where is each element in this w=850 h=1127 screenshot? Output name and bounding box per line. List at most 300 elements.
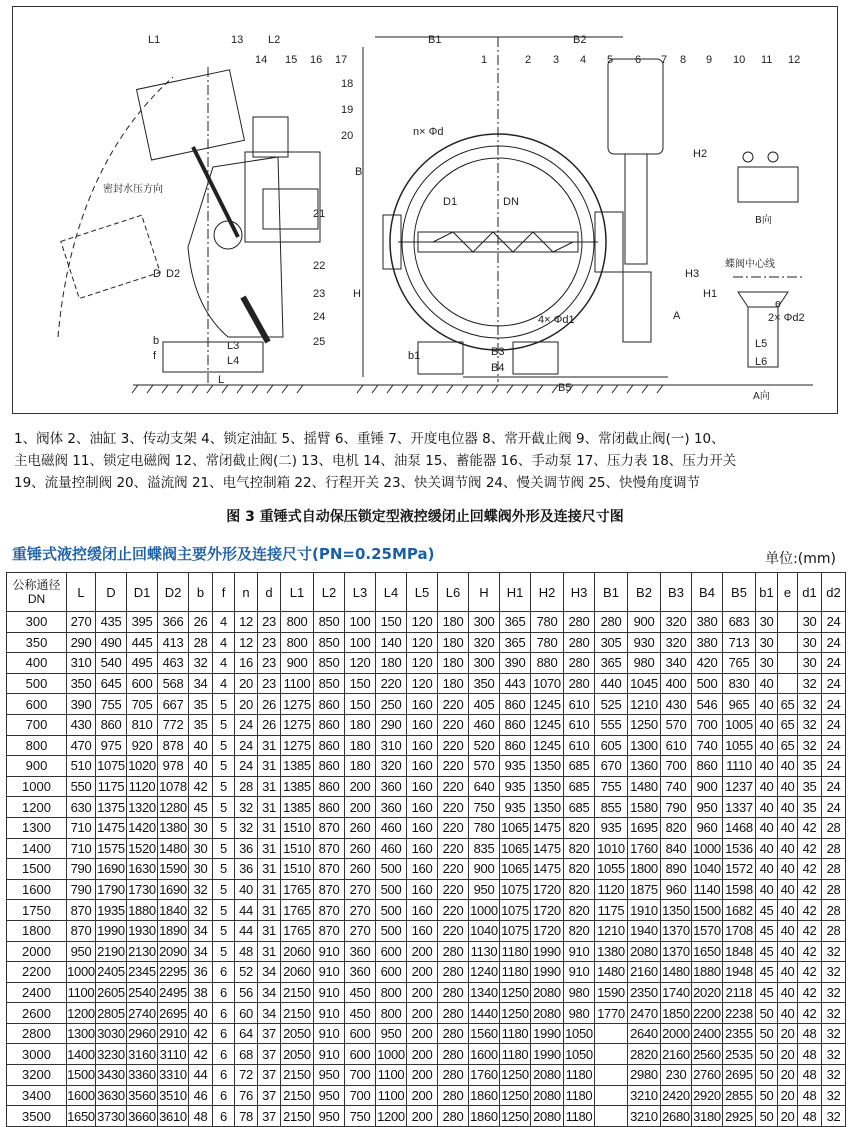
table-cell: 36 xyxy=(235,859,258,880)
table-cell: 1730 xyxy=(127,879,158,900)
table-cell: 5 xyxy=(213,920,235,941)
table-cell: 1120 xyxy=(595,879,628,900)
table-cell: 2760 xyxy=(692,1065,723,1086)
table-cell: 1840 xyxy=(158,900,189,921)
column-header: e xyxy=(778,573,798,612)
table-cell: 200 xyxy=(407,941,438,962)
table-cell: 45 xyxy=(756,941,778,962)
engineering-drawing xyxy=(12,6,838,414)
table-cell: 1590 xyxy=(595,982,628,1003)
table-cell: 50 xyxy=(756,1085,778,1106)
table-cell: 450 xyxy=(345,982,376,1003)
table-cell: 40 xyxy=(778,838,798,859)
table-cell: 35 xyxy=(189,694,213,715)
dn-cell: 900 xyxy=(7,756,67,777)
column-header: B2 xyxy=(628,573,661,612)
ground-hatch xyxy=(132,385,663,393)
table-cell: 16 xyxy=(235,653,258,674)
table-cell: 45 xyxy=(189,797,213,818)
table-cell: 1000 xyxy=(376,1044,407,1065)
table-cell: 900 xyxy=(469,859,500,880)
column-header: H2 xyxy=(531,573,564,612)
table-cell: 40 xyxy=(778,900,798,921)
table-cell: 920 xyxy=(127,735,158,756)
table-cell: 40 xyxy=(756,673,778,694)
table-cell: 290 xyxy=(376,714,407,735)
table-cell: 820 xyxy=(564,838,595,859)
table-cell: 42 xyxy=(798,900,822,921)
table-cell: 305 xyxy=(595,632,628,653)
table-cell: 5 xyxy=(213,797,235,818)
callout-17: 17 xyxy=(335,54,348,66)
table-cell: 4 xyxy=(213,653,235,674)
table-cell: 1720 xyxy=(531,900,564,921)
table-cell: 3310 xyxy=(158,1065,189,1086)
table-cell: 280 xyxy=(438,1106,469,1127)
table-cell: 1350 xyxy=(531,797,564,818)
table-cell: 1000 xyxy=(469,900,500,921)
table-cell: 1910 xyxy=(628,900,661,921)
table-cell: 24 xyxy=(822,735,846,756)
table-cell: 380 xyxy=(692,612,723,633)
table-cell: 200 xyxy=(407,962,438,983)
table-cell: 3210 xyxy=(628,1085,661,1106)
table-cell: 40 xyxy=(778,817,798,838)
table-cell: 1510 xyxy=(281,817,314,838)
column-header: n xyxy=(235,573,258,612)
table-cell: 1350 xyxy=(531,756,564,777)
table-cell: 20 xyxy=(778,1044,798,1065)
table-cell: 1140 xyxy=(692,879,723,900)
table-cell: 42 xyxy=(798,982,822,1003)
table-cell: 56 xyxy=(235,982,258,1003)
table-cell: 160 xyxy=(407,900,438,921)
table-cell: 900 xyxy=(281,653,314,674)
table-cell: 40 xyxy=(778,1003,798,1024)
callout-numbers xyxy=(231,34,800,348)
table-cell: 700 xyxy=(692,714,723,735)
table-cell: 360 xyxy=(345,962,376,983)
table-cell: 48 xyxy=(235,941,258,962)
table-cell: 2150 xyxy=(281,982,314,1003)
table-cell: 1475 xyxy=(531,838,564,859)
table-cell: 685 xyxy=(564,776,595,797)
table-cell: 1175 xyxy=(595,900,628,921)
label-e: e xyxy=(775,298,782,310)
table-row xyxy=(7,920,846,941)
table-cell: 270 xyxy=(345,879,376,900)
table-cell: 1180 xyxy=(500,941,531,962)
label-D: D xyxy=(153,268,161,280)
label-A-arrow: A xyxy=(673,310,681,322)
cylinder xyxy=(243,297,268,342)
table-cell: 24 xyxy=(822,714,846,735)
table-cell: 31 xyxy=(258,920,281,941)
table-cell: 160 xyxy=(407,859,438,880)
table-cell: 3510 xyxy=(158,1085,189,1106)
callout-6: 6 xyxy=(635,54,642,66)
table-cell: 600 xyxy=(376,962,407,983)
table-cell: 100 xyxy=(345,632,376,653)
table-cell: 3630 xyxy=(96,1085,127,1106)
table-cell: 1250 xyxy=(500,1065,531,1086)
table-cell: 1120 xyxy=(127,776,158,797)
table-cell: 978 xyxy=(158,756,189,777)
table-cell: 1280 xyxy=(158,797,189,818)
table-cell: 835 xyxy=(469,838,500,859)
table-cell: 3610 xyxy=(158,1106,189,1127)
table-cell: 40 xyxy=(756,714,778,735)
table-cell: 5 xyxy=(213,941,235,962)
table-row xyxy=(7,653,846,674)
table-cell: 42 xyxy=(798,1003,822,1024)
table-cell: 910 xyxy=(314,1023,345,1044)
column-header: B1 xyxy=(595,573,628,612)
table-row xyxy=(7,838,846,859)
table-cell: 495 xyxy=(127,653,158,674)
dn-cell: 2400 xyxy=(7,982,67,1003)
table-cell: 1110 xyxy=(723,756,756,777)
table-cell: 600 xyxy=(345,1023,376,1044)
table-cell: 870 xyxy=(314,920,345,941)
table-cell: 220 xyxy=(438,900,469,921)
table-cell: 1650 xyxy=(692,941,723,962)
table-cell: 280 xyxy=(438,941,469,962)
column-header: H xyxy=(469,573,500,612)
table-cell: 2855 xyxy=(723,1085,756,1106)
table-cell: 765 xyxy=(723,653,756,674)
table-cell: 1475 xyxy=(531,859,564,880)
table-cell: 1990 xyxy=(531,962,564,983)
table-cell: 20 xyxy=(778,1023,798,1044)
table-cell: 44 xyxy=(189,1065,213,1086)
figure-caption: 图 3 重锤式自动保压锁定型液控缓闭止回蝶阀外形及连接尺寸图 xyxy=(226,509,624,525)
table-cell: 1480 xyxy=(158,838,189,859)
table-cell: 150 xyxy=(376,612,407,633)
table-cell: 2060 xyxy=(281,962,314,983)
table-cell: 320 xyxy=(376,756,407,777)
table-cell: 6 xyxy=(213,1085,235,1106)
table-cell: 72 xyxy=(235,1065,258,1086)
dn-cell: 2600 xyxy=(7,1003,67,1024)
table-cell: 1990 xyxy=(531,1044,564,1065)
table-cell: 1598 xyxy=(723,879,756,900)
table-cell: 1180 xyxy=(500,1044,531,1065)
table-cell: 935 xyxy=(500,797,531,818)
label-valve-center: 蝶阀中心线 xyxy=(725,259,775,270)
table-row xyxy=(7,632,846,653)
table-cell: 1990 xyxy=(531,941,564,962)
table-cell: 250 xyxy=(376,694,407,715)
table-cell: 32 xyxy=(798,673,822,694)
table-cell: 5 xyxy=(213,776,235,797)
table-cell: 4 xyxy=(213,612,235,633)
table-cell: 1360 xyxy=(628,756,661,777)
table-cell: 220 xyxy=(438,817,469,838)
table-cell: 40 xyxy=(756,797,778,818)
table-cell: 350 xyxy=(67,673,96,694)
table-cell: 2150 xyxy=(281,1085,314,1106)
table-cell: 975 xyxy=(96,735,127,756)
table-cell: 2080 xyxy=(531,1085,564,1106)
table-cell: 32 xyxy=(189,653,213,674)
table-cell: 860 xyxy=(314,797,345,818)
table-cell: 42 xyxy=(798,838,822,859)
table-cell: 1180 xyxy=(500,1023,531,1044)
label-H: H xyxy=(353,288,361,300)
table-cell: 5 xyxy=(213,838,235,859)
table-cell: 31 xyxy=(258,838,281,859)
table-cell: 200 xyxy=(407,1065,438,1086)
table-cell: 1682 xyxy=(723,900,756,921)
table-cell: 2150 xyxy=(281,1065,314,1086)
table-cell: 1100 xyxy=(281,673,314,694)
table-cell: 443 xyxy=(500,673,531,694)
table-cell: 1520 xyxy=(127,838,158,859)
table-row xyxy=(7,673,846,694)
table-cell: 630 xyxy=(67,797,96,818)
table-cell: 1385 xyxy=(281,797,314,818)
dn-cell: 2200 xyxy=(7,962,67,983)
table-cell: 6 xyxy=(213,1003,235,1024)
table-cell: 600 xyxy=(376,941,407,962)
control-box xyxy=(263,189,318,229)
table-cell: 1180 xyxy=(500,962,531,983)
counterweight-lower xyxy=(61,215,160,298)
table-cell: 935 xyxy=(500,756,531,777)
callout-7: 7 xyxy=(661,54,668,66)
table-cell: 1065 xyxy=(500,838,531,859)
table-cell: 470 xyxy=(67,735,96,756)
table-cell: 1740 xyxy=(661,982,692,1003)
table-cell: 2695 xyxy=(158,1003,189,1024)
table-cell: 1500 xyxy=(67,1065,96,1086)
table-cell: 705 xyxy=(127,694,158,715)
parts-legend xyxy=(14,428,840,494)
table-row xyxy=(7,776,846,797)
table-cell: 2820 xyxy=(628,1044,661,1065)
table-cell: 23 xyxy=(258,612,281,633)
callout-18: 18 xyxy=(341,78,354,90)
table-cell: 610 xyxy=(661,735,692,756)
table-cell: 910 xyxy=(314,982,345,1003)
table-cell: 800 xyxy=(376,982,407,1003)
table-cell: 670 xyxy=(595,756,628,777)
table-cell: 1370 xyxy=(661,920,692,941)
table-cell: 42 xyxy=(798,962,822,983)
table-cell: 2350 xyxy=(628,982,661,1003)
table-cell xyxy=(595,1065,628,1086)
table-cell: 500 xyxy=(692,673,723,694)
table-cell: 24 xyxy=(235,756,258,777)
table-cell: 24 xyxy=(822,632,846,653)
table-cell: 1200 xyxy=(67,1003,96,1024)
label-L: L xyxy=(218,374,225,386)
dn-cell: 300 xyxy=(7,612,67,633)
table-cell: 3430 xyxy=(96,1065,127,1086)
dn-cell: 1400 xyxy=(7,838,67,859)
table-cell: 820 xyxy=(564,859,595,880)
table-cell: 50 xyxy=(756,1044,778,1065)
table-cell: 1848 xyxy=(723,941,756,962)
table-cell: 32 xyxy=(822,1003,846,1024)
foot-right xyxy=(513,342,558,374)
dn-cell: 3400 xyxy=(7,1085,67,1106)
table-cell: 220 xyxy=(438,714,469,735)
table-cell: 1480 xyxy=(595,962,628,983)
table-cell: 290 xyxy=(67,632,96,653)
table-cell: 1760 xyxy=(469,1065,500,1086)
table-cell: 520 xyxy=(469,735,500,756)
table-cell: 780 xyxy=(469,817,500,838)
callout-12: 12 xyxy=(788,54,801,66)
table-cell: 980 xyxy=(628,653,661,674)
table-cell: 6 xyxy=(213,982,235,1003)
table-cell: 31 xyxy=(258,797,281,818)
table-cell: 1695 xyxy=(628,817,661,838)
table-cell: 1875 xyxy=(628,879,661,900)
table-cell: 2150 xyxy=(281,1003,314,1024)
table-cell: 32 xyxy=(189,879,213,900)
table-cell: 365 xyxy=(500,632,531,653)
table-cell: 460 xyxy=(376,838,407,859)
column-header: f xyxy=(213,573,235,612)
dimension-table xyxy=(6,572,846,1127)
callout-19: 19 xyxy=(341,104,354,116)
table-cell: 220 xyxy=(438,920,469,941)
table-cell: 1880 xyxy=(127,900,158,921)
table-cell: 4 xyxy=(213,673,235,694)
callout-10: 10 xyxy=(733,54,746,66)
table-cell: 48 xyxy=(189,1106,213,1127)
table-cell: 270 xyxy=(345,920,376,941)
table-cell: 50 xyxy=(756,1106,778,1127)
table-cell: 45 xyxy=(756,900,778,921)
table-cell: 6 xyxy=(213,1106,235,1127)
table-cell: 525 xyxy=(595,694,628,715)
table-cell: 1570 xyxy=(692,920,723,941)
table-cell: 260 xyxy=(345,817,376,838)
table-cell: 40 xyxy=(189,756,213,777)
label-H1: H1 xyxy=(703,288,718,300)
label-B5: B5 xyxy=(558,382,572,394)
table-cell: 1180 xyxy=(564,1106,595,1127)
table-cell: 40 xyxy=(778,797,798,818)
table-cell: 910 xyxy=(314,1044,345,1065)
table-cell: 1275 xyxy=(281,694,314,715)
table-cell: 390 xyxy=(67,694,96,715)
table-cell: 180 xyxy=(376,653,407,674)
table-cell: 1800 xyxy=(628,859,661,880)
table-cell: 950 xyxy=(67,941,96,962)
callout-14: 14 xyxy=(255,54,268,66)
column-header: d2 xyxy=(822,573,846,612)
shaft-end-right xyxy=(595,212,623,272)
table-cell: 2050 xyxy=(281,1023,314,1044)
motor xyxy=(253,117,288,157)
table-cell: 32 xyxy=(822,1085,846,1106)
table-cell: 32 xyxy=(822,982,846,1003)
column-header: L5 xyxy=(407,573,438,612)
callout-8: 8 xyxy=(680,54,687,66)
table-cell: 30 xyxy=(798,612,822,633)
column-header: L3 xyxy=(345,573,376,612)
foot-left xyxy=(418,342,463,374)
column-header: D2 xyxy=(158,573,189,612)
counterweight-upper xyxy=(137,70,245,160)
table-cell: 820 xyxy=(564,920,595,941)
table-cell: 740 xyxy=(692,735,723,756)
table-cell: 1210 xyxy=(628,694,661,715)
table-cell: 1337 xyxy=(723,797,756,818)
table-cell: 2540 xyxy=(127,982,158,1003)
table-cell: 360 xyxy=(376,776,407,797)
dn-cell: 1750 xyxy=(7,900,67,921)
table-cell: 700 xyxy=(661,756,692,777)
table-cell: 46 xyxy=(189,1085,213,1106)
table-cell: 2605 xyxy=(96,982,127,1003)
table-row xyxy=(7,1003,846,1024)
table-cell: 2680 xyxy=(661,1106,692,1127)
table-cell: 280 xyxy=(438,1023,469,1044)
dn-cell: 1300 xyxy=(7,817,67,838)
table-cell: 2560 xyxy=(692,1044,723,1065)
table-cell: 935 xyxy=(500,776,531,797)
table-cell: 1650 xyxy=(67,1106,96,1127)
table-cell: 610 xyxy=(564,735,595,756)
table-cell: 200 xyxy=(407,1003,438,1024)
table-cell: 1010 xyxy=(595,838,628,859)
table-cell: 870 xyxy=(314,900,345,921)
table-row xyxy=(7,1106,846,1127)
table-cell: 1940 xyxy=(628,920,661,941)
table-cell: 5 xyxy=(213,900,235,921)
callout-22: 22 xyxy=(313,260,326,272)
table-cell: 40 xyxy=(778,941,798,962)
table-cell: 1765 xyxy=(281,900,314,921)
table-cell: 1500 xyxy=(692,900,723,921)
table-cell: 1250 xyxy=(628,714,661,735)
table-cell: 48 xyxy=(798,1106,822,1127)
table-cell: 1475 xyxy=(96,817,127,838)
callout-21: 21 xyxy=(313,208,326,220)
table-cell: 1210 xyxy=(595,920,628,941)
table-cell: 23 xyxy=(258,653,281,674)
table-cell xyxy=(595,1044,628,1065)
table-cell: 65 xyxy=(778,694,798,715)
table-cell: 1237 xyxy=(723,776,756,797)
table-row xyxy=(7,982,846,1003)
table-cell: 220 xyxy=(438,879,469,900)
table-row xyxy=(7,859,846,880)
table-cell: 28 xyxy=(822,900,846,921)
callout-25: 25 xyxy=(313,336,326,348)
table-cell: 1890 xyxy=(158,920,189,941)
table-cell xyxy=(778,673,798,694)
table-cell: 860 xyxy=(314,776,345,797)
table-cell: 31 xyxy=(258,879,281,900)
table-cell: 220 xyxy=(438,694,469,715)
table-cell: 28 xyxy=(822,817,846,838)
table-cell: 1380 xyxy=(595,941,628,962)
table-cell: 24 xyxy=(822,673,846,694)
table-cell: 820 xyxy=(564,817,595,838)
table-cell: 180 xyxy=(438,612,469,633)
label-L2: L2 xyxy=(268,34,281,46)
table-cell: 2150 xyxy=(281,1106,314,1127)
table-row xyxy=(7,941,846,962)
table-cell: 1175 xyxy=(96,776,127,797)
